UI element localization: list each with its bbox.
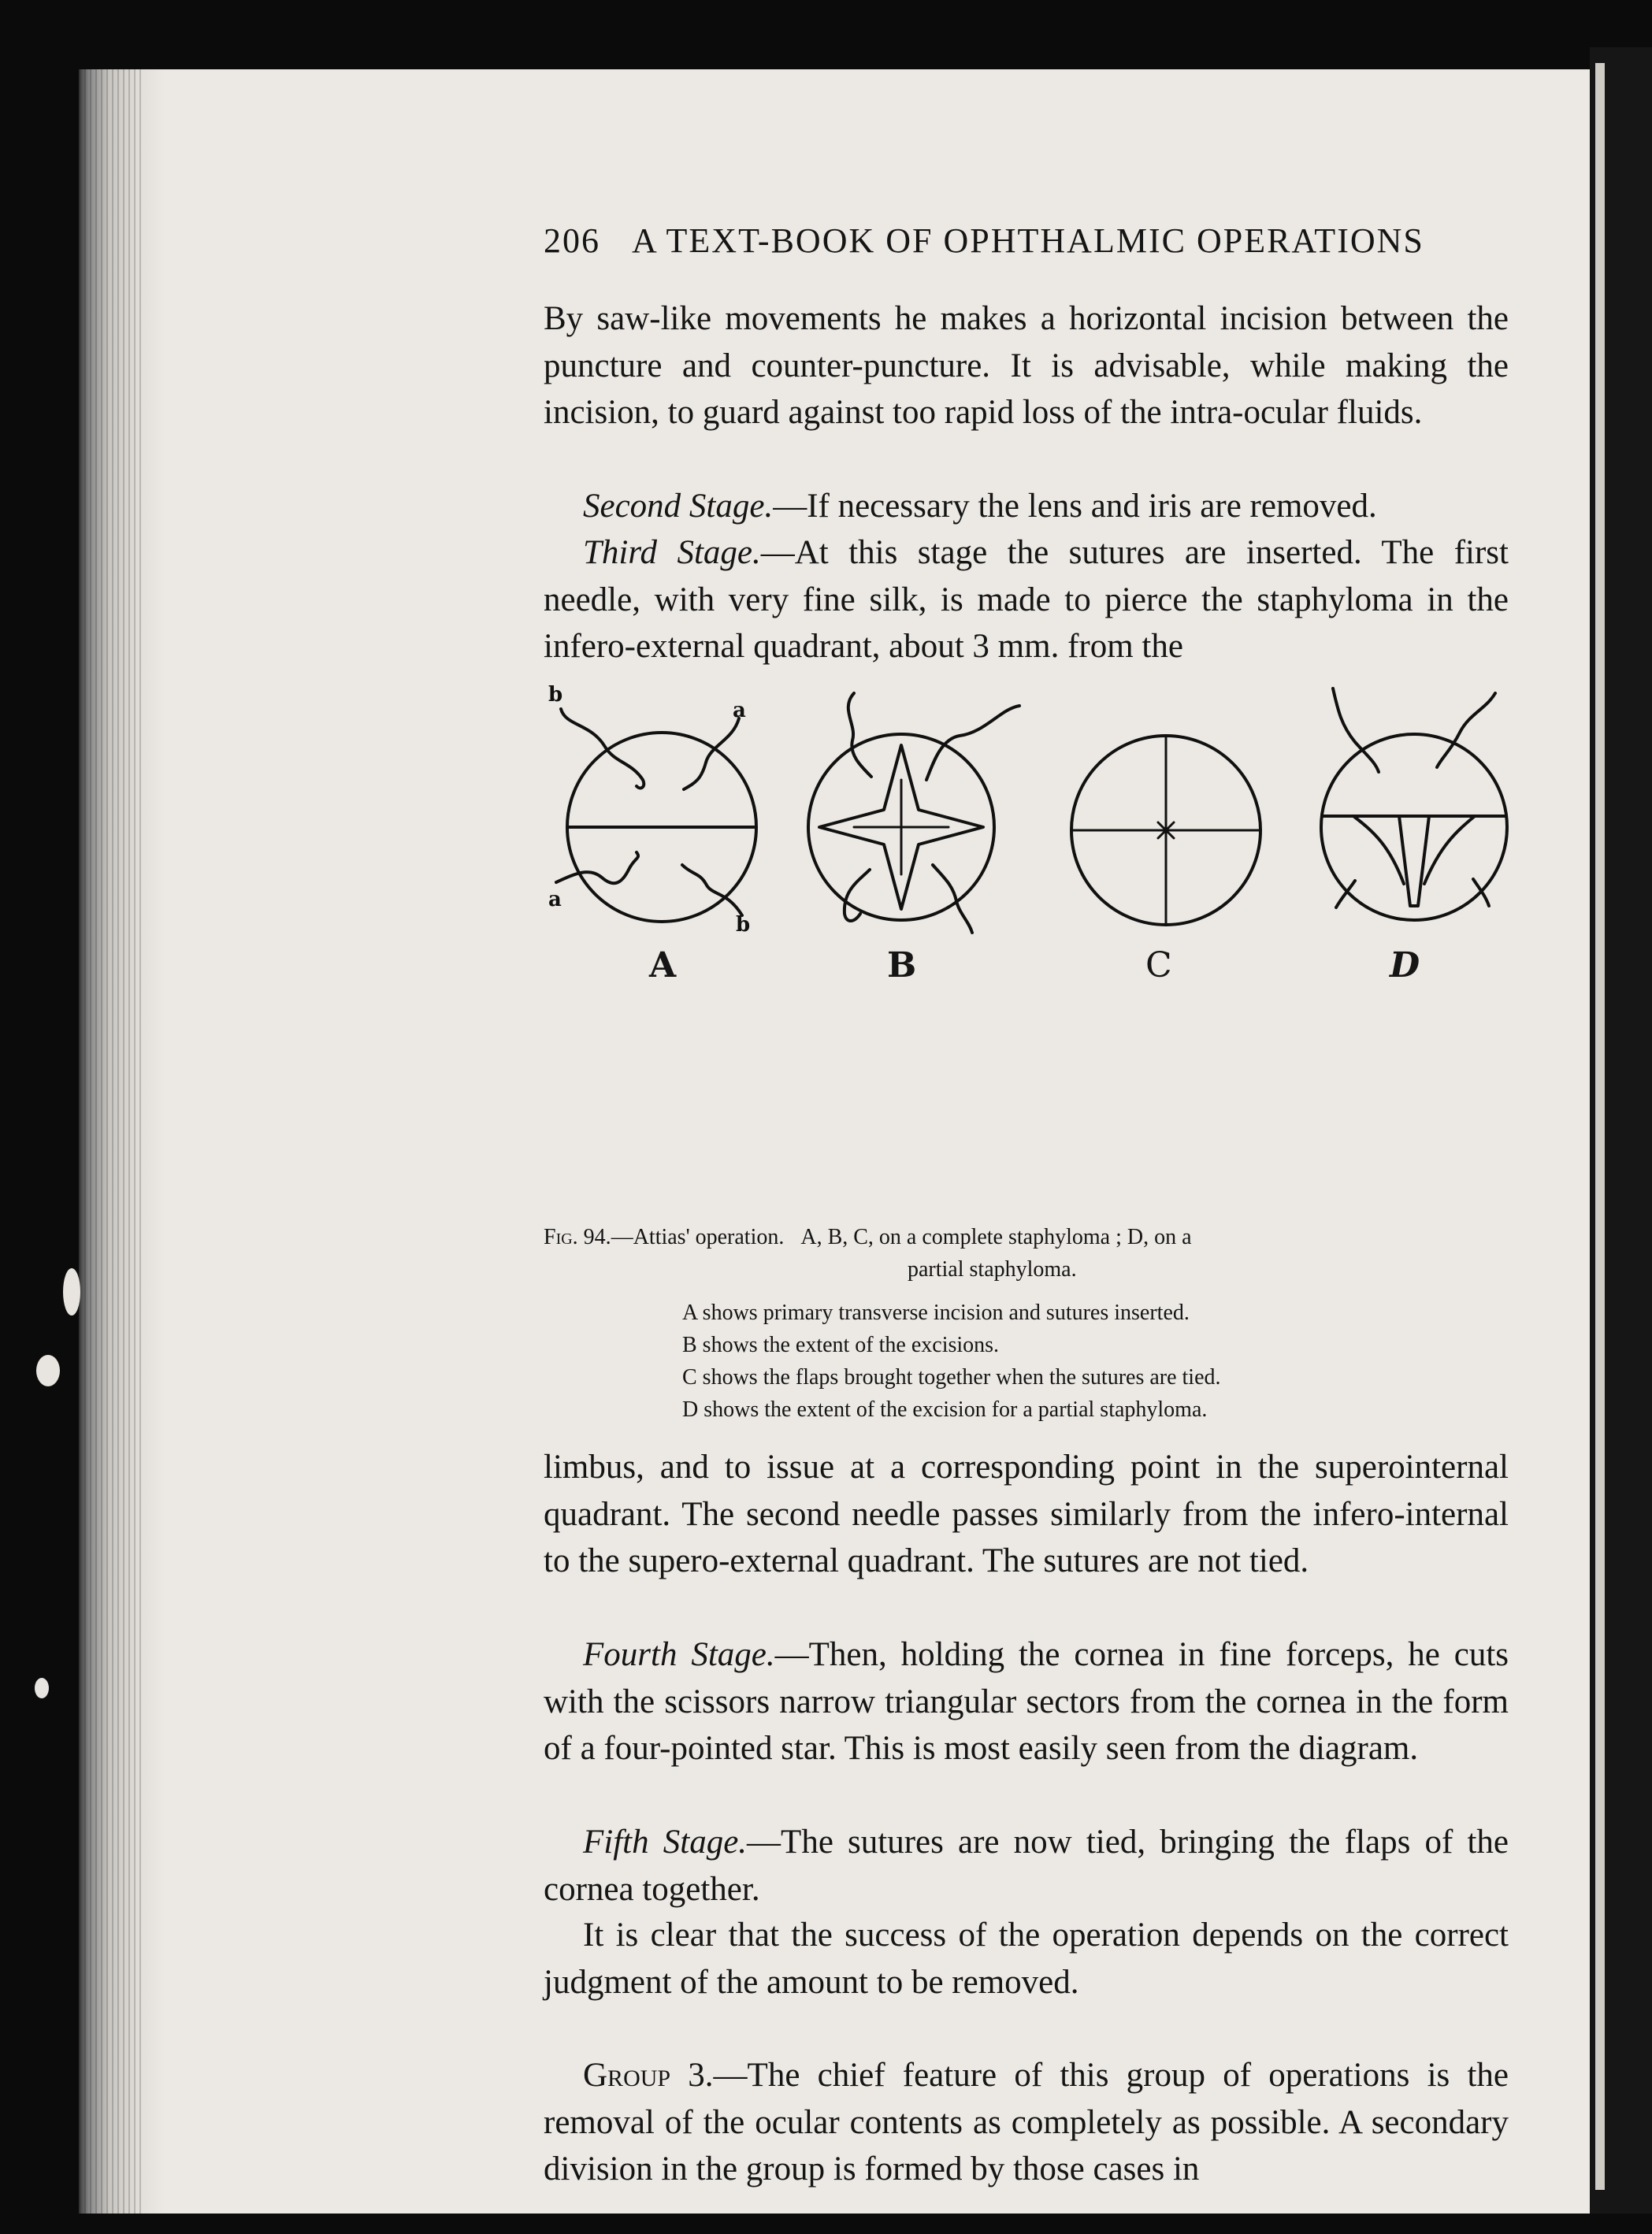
caption-item-b: B shows the extent of the excisions. xyxy=(682,1333,1000,1357)
paragraph-second-stage xyxy=(544,483,1509,530)
fifth-stage-label: Fifth Stage. xyxy=(583,1824,748,1861)
paragraph-limbus: limbus, and to issue at a corresponding point in the superointernal quadrant. The second needle passes similarly from the infero-internal to the supero-external quadrant. The sutures are not tied. xyxy=(544,1449,1509,1579)
suture-label-a-bottom: a xyxy=(548,888,562,911)
figure-label-d: D xyxy=(1390,945,1420,985)
diagram-c xyxy=(1071,736,1260,925)
page-stack-edges xyxy=(79,69,142,2214)
figure-94-drawing xyxy=(544,677,1509,1229)
caption-line-1 xyxy=(544,1221,1509,1253)
diagram-a xyxy=(556,709,756,922)
caption-title: —Attias' operation. xyxy=(611,1225,785,1249)
group-3-label: Group 3. xyxy=(583,2057,714,2094)
third-stage-text: —At this stage the sutures are inserted. The first needle, with very fine silk, is made to pierce the staphyloma in the infero-external quadrant, about 3 mm. from the xyxy=(544,534,1509,665)
fifth-stage-text: —The sutures are now tied, bringing the flaps of the cornea together. xyxy=(544,1824,1509,1908)
paragraph-incision: By saw-like movements he makes a horizontal incision between the puncture and counter-puncture. It is advisable, while making the incision, to guard against too rapid loss of the intra-ocular fluids. xyxy=(544,300,1509,431)
caption-item-a: A shows primary transverse incision and sutures inserted. xyxy=(682,1301,1190,1325)
caption-fig-label: Fig. 94. xyxy=(544,1225,611,1249)
figure-94 xyxy=(544,677,1509,1229)
caption-item-d: D shows the extent of the excision for a partial staphyloma. xyxy=(682,1397,1208,1422)
suture-label-b-bottom: b xyxy=(736,913,751,937)
paragraph-third-stage xyxy=(544,529,1509,670)
facing-page-sliver xyxy=(1595,63,1605,2190)
scan-speck xyxy=(63,1268,80,1316)
diagram-d xyxy=(1321,688,1507,920)
second-stage-text: —If necessary the lens and iris are removed. xyxy=(773,488,1377,525)
caption-item-c: C shows the flaps brought together when the sutures are tied. xyxy=(682,1365,1221,1390)
figure-label-a: A xyxy=(649,945,677,985)
fourth-stage-text: —Then, holding the cornea in fine forceps, he cuts with the scissors narrow triangular sectors from the cornea in the form of a four-pointed star. This is most easily seen from the diagram. xyxy=(544,1636,1509,1767)
caption-line1-rest: A, B, C, on a complete staphyloma ; D, on a xyxy=(800,1225,1192,1249)
diagram-b xyxy=(808,693,1019,933)
paragraph-fifth-stage xyxy=(544,1819,1509,1913)
caption-line-2: partial staphyloma. xyxy=(908,1257,1077,1282)
running-title: A TEXT-BOOK OF OPHTHALMIC OPERATIONS xyxy=(632,221,1424,260)
fourth-stage-label: Fourth Stage. xyxy=(583,1636,775,1673)
figure-label-c: C xyxy=(1145,945,1172,985)
paragraph-fourth-stage xyxy=(544,1631,1509,1772)
third-stage-label: Third Stage. xyxy=(583,534,761,571)
group-3-text: —The chief feature of this group of operations is the removal of the ocular contents as completely as possible. A secondary division in the group is formed by those cases in xyxy=(544,2057,1509,2188)
suture-label-a-top: a xyxy=(733,699,746,722)
paragraph-group-3 xyxy=(544,2052,1509,2193)
figure-label-b: B xyxy=(887,945,917,985)
page-number: 206 xyxy=(544,221,600,260)
scan-speck xyxy=(36,1355,60,1386)
scan-speck xyxy=(35,1678,49,1698)
second-stage-label: Second Stage. xyxy=(583,488,774,525)
suture-label-b-top: b xyxy=(548,683,563,707)
paragraph-conclusion: It is clear that the success of the operation depends on the correct judgment of the amount to be removed. xyxy=(544,1917,1509,2001)
